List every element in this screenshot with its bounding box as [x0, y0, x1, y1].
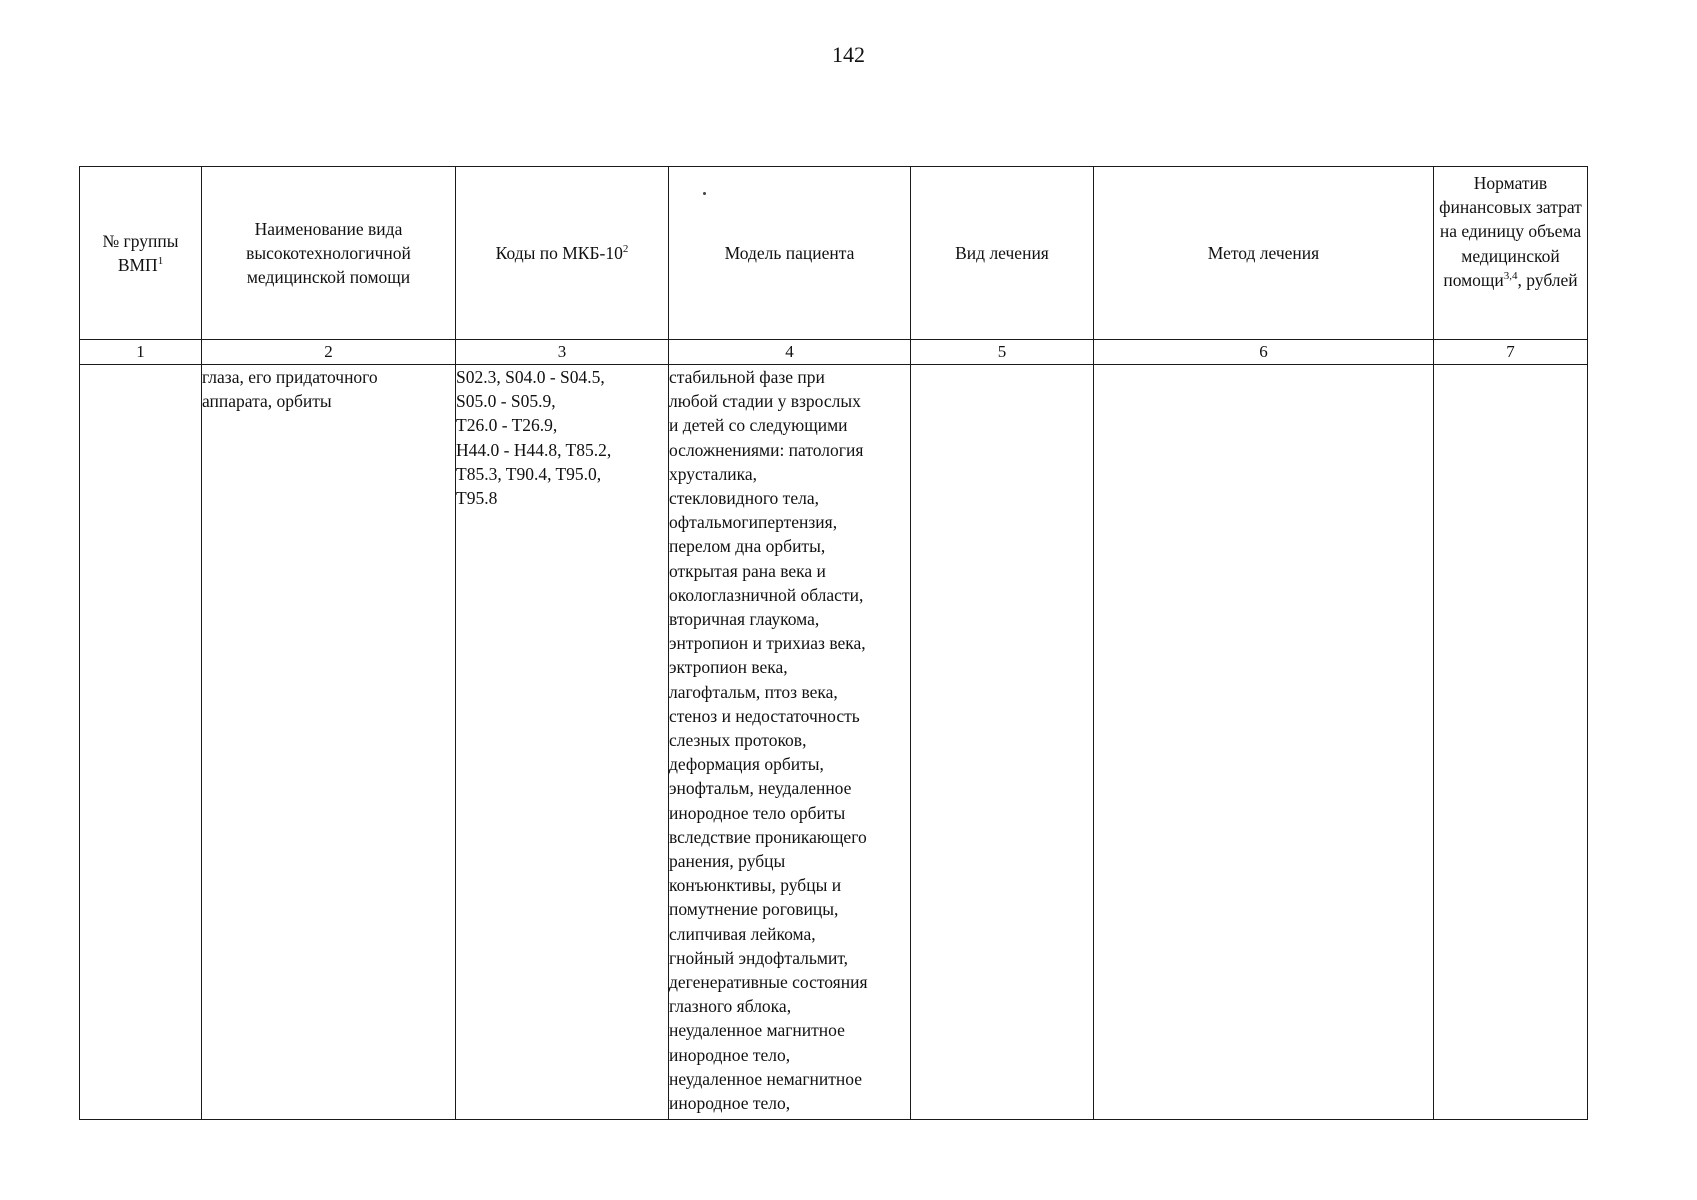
- header-treatment-method: Метод лечения: [1094, 167, 1434, 340]
- cell-care-type-name: глаза, его придаточного аппарата, орбиты: [202, 365, 456, 1120]
- header-cost-norm: Норматив финансовых затрат на единицу объема медицинской помощи$^{3,4}$, рублей: [1434, 167, 1588, 340]
- cell-group-no: [80, 365, 202, 1120]
- column-number: 6: [1094, 340, 1434, 365]
- column-number: 7: [1434, 340, 1588, 365]
- header-icd10-codes: Коды по МКБ-$10^2$: [456, 167, 669, 340]
- header-care-type-name: Наименование вида высокотехнологичной медицинской помощи: [202, 167, 456, 340]
- column-number: 3: [456, 340, 669, 365]
- cell-patient-model: стабильной фазе при любой стадии у взрослых и детей со следующими осложнениями: патология хрусталика, стекловидного тела, офтальмогипертензия, перелом дна орбиты, открытая рана века и окологлазничной области, вторичная глаукома, энтропион и трихиаз века, эктропион века, лагофтальм, птоз века, стеноз и недостаточность слезных протоков, деформация орбиты, энофтальм, неудаленное инородное тело орбиты вследствие проникающего ранения, рубцы конъюнктивы, рубцы и помутнение роговицы, слипчивая лейкома, гнойный эндофтальмит, дегенеративные состояния глазного яблока, неудаленное магнитное инородное тело, неудаленное немагнитное инородное тело,: [669, 365, 911, 1120]
- header-treatment-type: Вид лечения: [911, 167, 1094, 340]
- table-header-row: [80, 167, 1588, 340]
- header-group-no: № группы ВМП$^1$: [80, 167, 202, 340]
- cell-icd10-codes: S02.3, S04.0 - S04.5, S05.0 - S05.9, T26.0 - T26.9, H44.0 - H44.8, T85.2, T85.3, T90.4, T95.0, T95.8: [456, 365, 669, 1120]
- column-number: 2: [202, 340, 456, 365]
- cell-cost-norm: [1434, 365, 1588, 1120]
- column-number: 4: [669, 340, 911, 365]
- vmp-table: [79, 166, 1588, 1120]
- cell-treatment-method: [1094, 365, 1434, 1120]
- column-number-row: [80, 340, 1588, 365]
- cell-treatment-type: [911, 365, 1094, 1120]
- table-row: [80, 365, 1588, 1120]
- column-number: 1: [80, 340, 202, 365]
- column-number: 5: [911, 340, 1094, 365]
- header-patient-model: Модель пациента: [669, 167, 911, 340]
- page-number: 142: [832, 42, 865, 67]
